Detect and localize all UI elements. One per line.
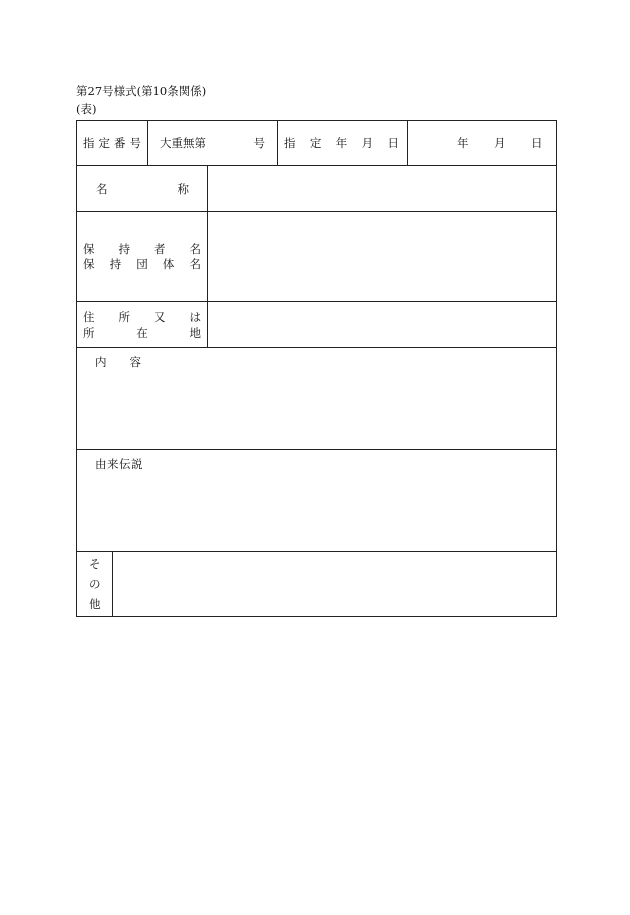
designation-number-prefix: 大重無第 — [160, 136, 206, 150]
address-label-line2: 所 在 地 — [83, 326, 201, 340]
content-field[interactable] — [77, 348, 556, 450]
designation-number-suffix: 号 — [253, 136, 265, 150]
other-label-char2: の — [89, 577, 101, 591]
form-table — [76, 120, 557, 617]
name-field[interactable] — [208, 166, 556, 212]
legend-field[interactable] — [77, 450, 556, 552]
designation-number-field[interactable] — [148, 121, 278, 166]
other-label-char1: そ — [89, 557, 101, 571]
form-side-label: (表) — [76, 102, 97, 116]
date-year-unit: 年 — [457, 136, 469, 150]
holder-label-line2: 保 持 団 体 名 — [83, 257, 201, 271]
name-label-cell — [77, 166, 208, 212]
holder-label-cell — [77, 212, 208, 302]
designation-date-label-cell — [278, 121, 408, 166]
designation-date-field[interactable] — [408, 121, 556, 166]
address-label-cell — [77, 302, 208, 348]
form-number-title: 第27号様式(第10条関係) — [76, 84, 207, 98]
other-label-char3: 他 — [89, 597, 101, 611]
address-field[interactable] — [208, 302, 556, 348]
name-label: 名 称 — [96, 182, 189, 196]
other-label-cell — [77, 552, 113, 616]
holder-label-line1: 保 持 者 名 — [83, 242, 201, 256]
designation-number-label-cell — [77, 121, 148, 166]
date-month-unit: 月 — [494, 136, 506, 150]
holder-field[interactable] — [208, 212, 556, 302]
other-field[interactable] — [113, 552, 556, 616]
legend-label: 由来伝説 — [95, 457, 143, 471]
date-day-unit: 日 — [531, 136, 543, 150]
address-label-line1: 住 所 又 は — [83, 310, 201, 324]
content-label: 内 容 — [95, 355, 141, 369]
designation-number-label: 指 定 番 号 — [83, 136, 141, 150]
designation-date-label: 指 定 年 月 日 — [284, 136, 399, 150]
